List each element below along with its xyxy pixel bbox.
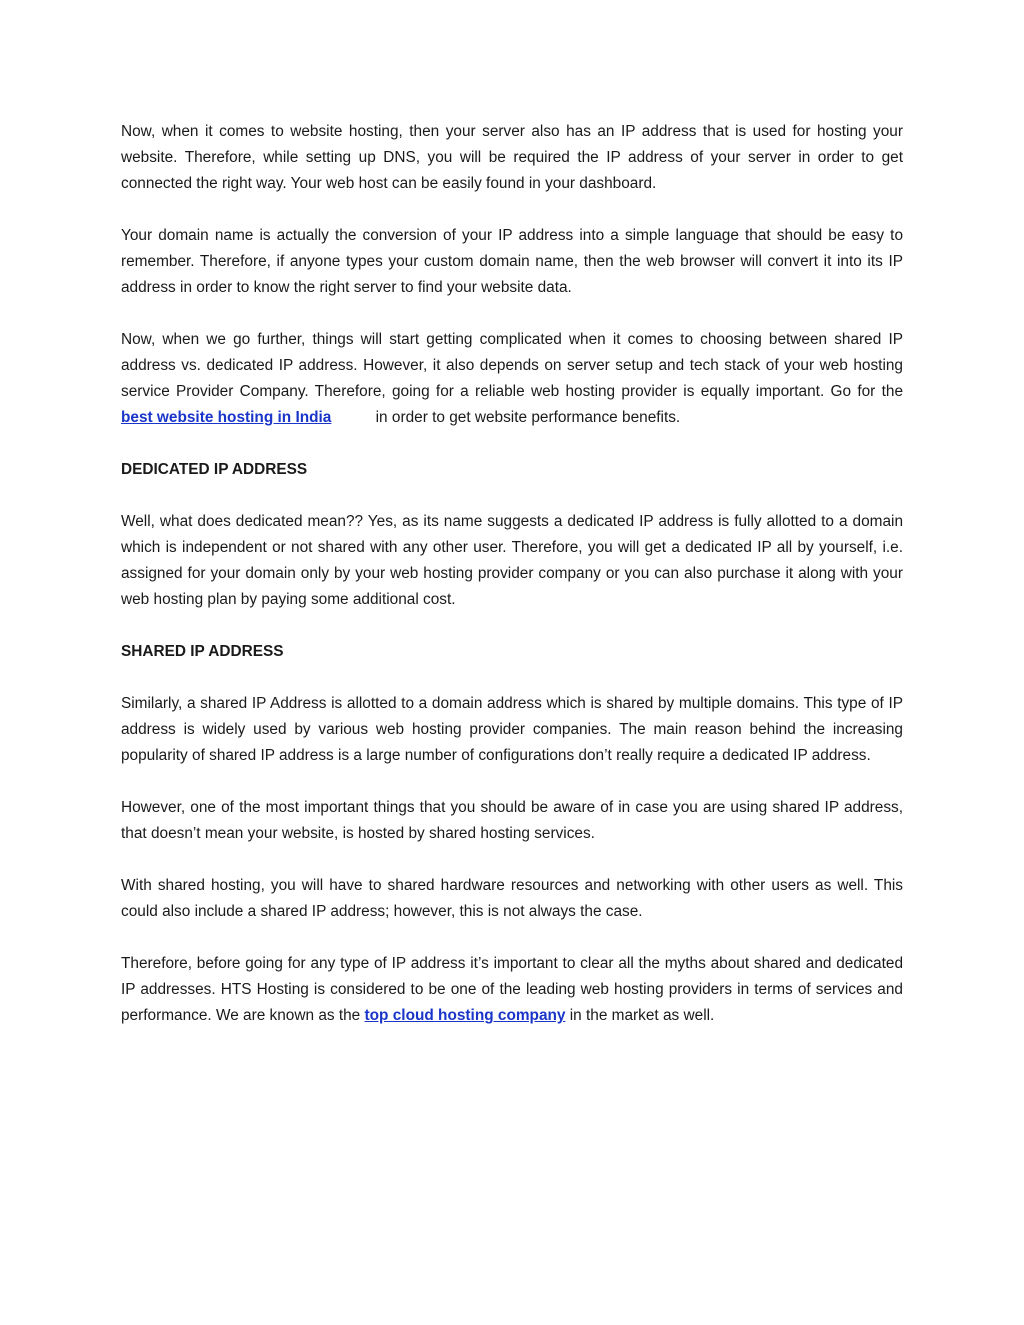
paragraph-shared-ip-awareness: However, one of the most important things that you should be aware of in case you are using shared IP address, that doesn’t mean your website, is hosted by shared hosting services. <box>121 799 903 842</box>
paragraph-text-before-link: Therefore, before going for any type of IP address it’s important to clear all the myths about shared and dedicated IP addresses. HTS Hosting is considered to be one of the leading web hosting providers in terms of services and performance. We are known as the <box>121 955 903 1024</box>
heading-dedicated-ip: DEDICATED IP ADDRESS <box>121 461 308 478</box>
best-website-hosting-link[interactable]: best website hosting in India <box>121 409 332 426</box>
paragraph-shared-ip-definition: Similarly, a shared IP Address is allotted to a domain address which is shared by multiple domains. This type of IP address is widely used by various web hosting provider companies. The main reason behind the increasing popularity of shared IP address is a large number of configurations don’t really require a dedicated IP address. <box>121 695 903 764</box>
heading-shared-ip: SHARED IP ADDRESS <box>121 643 284 660</box>
paragraph-domain-name-conversion: Your domain name is actually the conversion of your IP address into a simple language that should be easy to remember. Therefore, if anyone types your custom domain name, then the web browser will convert it into its IP address in order to know the right server to find your website data. <box>121 227 903 296</box>
document-body <box>121 119 903 1055</box>
paragraph-text-after-link: in order to get website performance benefits. <box>375 409 681 426</box>
top-cloud-hosting-link[interactable]: top cloud hosting company <box>364 1007 566 1024</box>
paragraph-text-before-link: Now, when we go further, things will start getting complicated when it comes to choosing between shared IP address vs. dedicated IP address. However, it also depends on server setup and tech stack of your web hosting service Provider Company. Therefore, going for a reliable web hosting provider is equally important. Go for the <box>121 331 903 400</box>
paragraph-website-hosting-ip: Now, when it comes to website hosting, then your server also has an IP address that is used for hosting your website. Therefore, while setting up DNS, you will be required the IP address of your server in order to get connected the right way. Your web host can be easily found in your dashboard. <box>121 123 903 192</box>
paragraph-dedicated-meaning: Well, what does dedicated mean?? Yes, as its name suggests a dedicated IP address is fully allotted to a domain which is independent or not shared with any other user. Therefore, you will get a dedicated IP all by yourself, i.e. assigned for your domain only by your web hosting provider company or you can also purchase it along with your web hosting plan by paying some additional cost. <box>121 513 903 608</box>
paragraph-shared-hosting-resources: With shared hosting, you will have to shared hardware resources and networking with other users as well. This could also include a shared IP address; however, this is not always the case. <box>121 877 903 920</box>
paragraph-text-after-link: in the market as well. <box>565 1007 715 1024</box>
paragraph-hts-hosting <box>121 951 903 1029</box>
paragraph-shared-vs-dedicated <box>121 327 903 431</box>
